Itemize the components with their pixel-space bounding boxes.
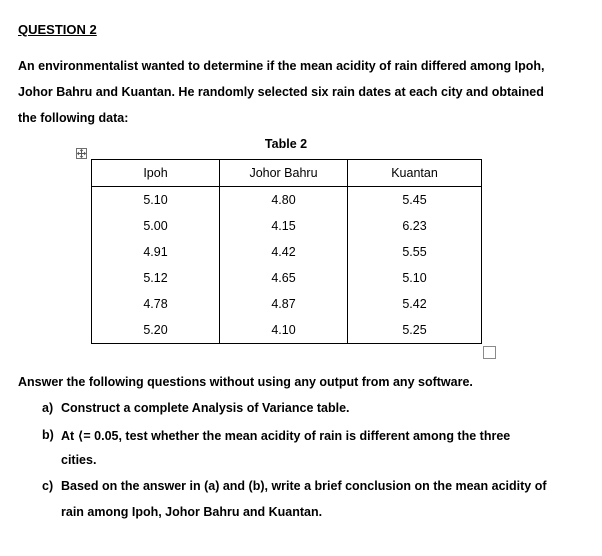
instructions: Answer the following questions without using any output from any software. xyxy=(18,375,473,389)
intro-line-3: the following data: xyxy=(18,111,129,125)
cell-johor-bahru: 4.80 xyxy=(220,187,348,214)
cell-ipoh: 5.12 xyxy=(92,265,220,291)
cell-ipoh: 5.00 xyxy=(92,213,220,239)
cell-ipoh: 4.91 xyxy=(92,239,220,265)
question-b-text-line-1: At ⟨= 0.05, test whether the mean acidity of rain is different among the three xyxy=(61,429,511,443)
cell-kuantan: 5.10 xyxy=(402,271,427,285)
cell-kuantan: 5.25 xyxy=(402,323,427,337)
table-row xyxy=(92,291,482,317)
intro-line-2: Johor Bahru and Kuantan. He randomly selected six rain dates at each city and obtained xyxy=(18,85,544,99)
cell-johor-bahru: 4.65 xyxy=(220,265,348,291)
move-arrows-icon xyxy=(77,149,86,158)
table-row xyxy=(92,187,482,214)
question-a-text: Construct a complete Analysis of Variance table. xyxy=(61,401,350,415)
cell-johor-bahru: 4.87 xyxy=(220,291,348,317)
table-row xyxy=(92,213,482,239)
question-heading: QUESTION 2 xyxy=(18,22,97,37)
data-table xyxy=(91,159,482,344)
table-row xyxy=(92,239,482,265)
question-b-label: b) xyxy=(42,428,54,442)
table-resize-handle[interactable] xyxy=(483,346,496,359)
table-title: Table 2 xyxy=(264,137,308,151)
table-header-row xyxy=(92,160,482,187)
cell-johor-bahru: 4.42 xyxy=(220,239,348,265)
cell-ipoh: 4.78 xyxy=(92,291,220,317)
question-a-label: a) xyxy=(42,401,54,415)
cell-johor-bahru: 4.15 xyxy=(220,213,348,239)
cell-kuantan: 6.23 xyxy=(402,219,427,233)
question-c-text-line-1: Based on the answer in (a) and (b), write a brief conclusion on the mean acidity of xyxy=(61,479,547,493)
cell-kuantan: 5.45 xyxy=(402,193,427,207)
table-row xyxy=(92,265,482,291)
cell-ipoh: 5.10 xyxy=(92,187,220,214)
question-c-text-line-2: rain among Ipoh, Johor Bahru and Kuantan. xyxy=(61,505,323,519)
cell-kuantan: 5.55 xyxy=(402,245,427,259)
table-row xyxy=(92,317,482,344)
header-johor-bahru: Johor Bahru xyxy=(220,160,348,187)
header-kuantan: Kuantan xyxy=(348,160,482,187)
question-b-text-line-2: cities. xyxy=(61,453,97,467)
header-ipoh: Ipoh xyxy=(92,160,220,187)
intro-line-1: An environmentalist wanted to determine if the mean acidity of rain differed among Ipoh, xyxy=(18,59,545,73)
cell-johor-bahru: 4.10 xyxy=(220,317,348,344)
cell-kuantan: 5.42 xyxy=(402,297,427,311)
question-c-label: c) xyxy=(42,479,54,493)
table-move-handle-icon[interactable] xyxy=(76,148,87,159)
cell-ipoh: 5.20 xyxy=(92,317,220,344)
